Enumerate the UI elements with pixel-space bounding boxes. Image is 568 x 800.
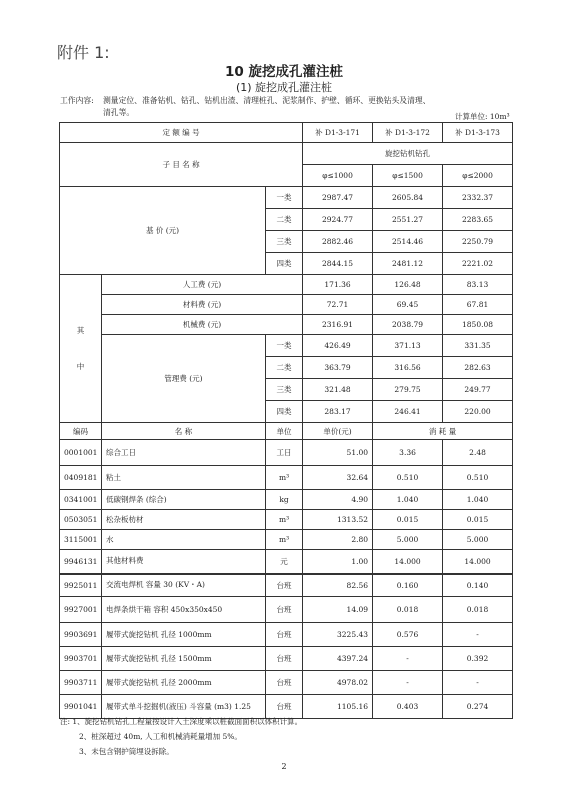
resource-row (60, 466, 513, 490)
work-content-label: 工作内容: (60, 96, 94, 105)
resource-code: 9903711 (60, 671, 102, 695)
col-unit-header: 单位 (266, 423, 303, 440)
resource-consumption: - (443, 623, 513, 647)
resource-row (60, 574, 513, 597)
resource-unit: 台班 (266, 671, 303, 695)
resource-consumption: 0.576 (373, 623, 443, 647)
resource-row (60, 671, 513, 695)
resource-price: 4397.24 (303, 647, 373, 671)
base-price-value: 2283.65 (443, 209, 513, 231)
base-price-value: 2844.15 (303, 253, 373, 275)
resource-row (60, 623, 513, 647)
category-label: 二类 (266, 357, 303, 379)
machine-value: 1850.08 (443, 315, 513, 335)
mgmt-value: 249.77 (443, 379, 513, 401)
resource-price: 3225.43 (303, 623, 373, 647)
resource-consumption: 3.36 (373, 440, 443, 466)
base-price-value: 2924.77 (303, 209, 373, 231)
resource-consumption: - (443, 671, 513, 695)
resource-consumption: 2.48 (443, 440, 513, 466)
machine-label: 机械费 (元) (102, 315, 303, 335)
base-price-label: 基 价 (元) (60, 187, 266, 275)
mgmt-value: 316.56 (373, 357, 443, 379)
category-label: 二类 (266, 209, 303, 231)
material-row (60, 295, 513, 315)
mgmt-value: 371.13 (373, 335, 443, 357)
resource-name: 综合工日 (102, 440, 266, 466)
resource-consumption: 0.392 (443, 647, 513, 671)
item-spec: φ≤2000 (443, 165, 513, 187)
base-price-value: 2987.47 (303, 187, 373, 209)
labor-value: 171.36 (303, 275, 373, 295)
resource-unit: m³ (266, 510, 303, 530)
resource-unit: 台班 (266, 647, 303, 671)
resource-code: 9903691 (60, 623, 102, 647)
quota-code: 补 D1-3-171 (303, 123, 373, 143)
resource-name: 其他材料费 (102, 550, 266, 574)
resource-row (60, 530, 513, 550)
resource-consumption: 1.040 (373, 490, 443, 510)
note-line: 2、桩深超过 40m, 人工和机械消耗量增加 5%。 (79, 732, 242, 741)
mgmt-value: 363.79 (303, 357, 373, 379)
category-label: 三类 (266, 379, 303, 401)
base-price-value: 2514.46 (373, 231, 443, 253)
material-value: 72.71 (303, 295, 373, 315)
resource-consumption: 0.018 (373, 597, 443, 623)
resource-name: 履带式旋挖钻机 孔径 2000mm (102, 671, 266, 695)
page-number: 2 (281, 762, 287, 771)
base-price-value: 2605.84 (373, 187, 443, 209)
notes (60, 714, 302, 759)
item-spec: φ≤1500 (373, 165, 443, 187)
category-label: 一类 (266, 187, 303, 209)
labor-value: 83.13 (443, 275, 513, 295)
resource-code: 9901041 (60, 695, 102, 719)
mgmt-value: 426.49 (303, 335, 373, 357)
resource-unit: kg (266, 490, 303, 510)
note-line: 3、未包含钢护筒埋设拆除。 (79, 747, 174, 756)
resource-unit: 工日 (266, 440, 303, 466)
resource-code: 9925011 (60, 574, 102, 597)
machine-row (60, 315, 513, 335)
resource-code: 9927001 (60, 597, 102, 623)
base-price-value: 2481.12 (373, 253, 443, 275)
mgmt-value: 279.75 (373, 379, 443, 401)
resource-price: 4.90 (303, 490, 373, 510)
resource-consumption: 14.000 (443, 550, 513, 574)
resource-unit: m³ (266, 530, 303, 550)
labor-row (60, 275, 513, 295)
quota-code-label: 定 额 编 号 (60, 123, 303, 143)
machine-value: 2038.79 (373, 315, 443, 335)
section-subtitle: (1) 旋挖成孔灌注桩 (235, 81, 333, 94)
resource-unit: 台班 (266, 695, 303, 719)
category-label: 四类 (266, 401, 303, 423)
mgmt-value: 282.63 (443, 357, 513, 379)
quota-code: 补 D1-3-173 (443, 123, 513, 143)
resource-price: 2.80 (303, 530, 373, 550)
among-label (60, 275, 102, 423)
category-label: 三类 (266, 231, 303, 253)
resource-code: 0341001 (60, 490, 102, 510)
resource-name: 粘土 (102, 466, 266, 490)
resource-name: 电焊条烘干箱 容积 450x350x450 (102, 597, 266, 623)
base-price-value: 2221.02 (443, 253, 513, 275)
mgmt-value: 321.48 (303, 379, 373, 401)
resource-price: 14.09 (303, 597, 373, 623)
resource-consumption: 0.510 (373, 466, 443, 490)
resource-price: 32.64 (303, 466, 373, 490)
resource-name: 履带式旋挖钻机 孔径 1000mm (102, 623, 266, 647)
category-label: 一类 (266, 335, 303, 357)
resource-name: 履带式旋挖钻机 孔径 1500mm (102, 647, 266, 671)
resource-consumption: - (373, 647, 443, 671)
resource-rows (60, 440, 513, 719)
col-consumption-header: 消 耗 量 (373, 423, 513, 440)
quota-table (59, 122, 513, 719)
item-name: 旋挖钻机钻孔 (303, 143, 513, 165)
item-name-row (60, 143, 513, 165)
quota-code: 补 D1-3-172 (373, 123, 443, 143)
resource-unit: m³ (266, 466, 303, 490)
resource-consumption: 0.015 (373, 510, 443, 530)
machine-value: 2316.91 (303, 315, 373, 335)
resource-consumption: 0.018 (443, 597, 513, 623)
resource-consumption: 0.015 (443, 510, 513, 530)
resource-row (60, 550, 513, 574)
among-char-2: 中 (76, 361, 85, 371)
mgmt-value: 283.17 (303, 401, 373, 423)
resource-row (60, 597, 513, 623)
resource-price: 51.00 (303, 440, 373, 466)
resource-price: 82.56 (303, 574, 373, 597)
note-line: 注: 1、旋挖钻机钻孔工程量按设计入土深度乘以桩截面面积以体积计算。 (60, 717, 303, 726)
col-name-header: 名 称 (102, 423, 266, 440)
resource-code: 0503051 (60, 510, 102, 530)
base-price-value: 2332.37 (443, 187, 513, 209)
resource-unit: 台班 (266, 597, 303, 623)
quota-code-row (60, 123, 513, 143)
resource-consumption: 0.403 (373, 695, 443, 719)
annex-label: 附件 1: (57, 43, 110, 62)
resource-name: 水 (102, 530, 266, 550)
calc-unit: 计算单位: 10m³ (455, 112, 510, 121)
resource-consumption: 5.000 (373, 530, 443, 550)
material-value: 69.45 (373, 295, 443, 315)
base-price-value: 2250.79 (443, 231, 513, 253)
mgmt-value: 246.41 (373, 401, 443, 423)
resource-consumption: - (373, 671, 443, 695)
resource-consumption: 0.160 (373, 574, 443, 597)
mgmt-row (60, 335, 513, 357)
resource-price: 1.00 (303, 550, 373, 574)
resource-row (60, 440, 513, 466)
mgmt-value: 220.00 (443, 401, 513, 423)
item-spec: φ≤1000 (303, 165, 373, 187)
resource-unit: 元 (266, 550, 303, 574)
item-name-label: 子 目 名 称 (60, 143, 303, 187)
section-title: 10 旋挖成孔灌注桩 (225, 64, 343, 80)
resource-code: 0409181 (60, 466, 102, 490)
resource-code: 0001001 (60, 440, 102, 466)
resource-consumption: 0.140 (443, 574, 513, 597)
resource-unit: 台班 (266, 574, 303, 597)
resource-code: 9903701 (60, 647, 102, 671)
resource-unit: 台班 (266, 623, 303, 647)
resource-name: 松杂板枋材 (102, 510, 266, 530)
resource-consumption: 1.040 (443, 490, 513, 510)
material-label: 材料费 (元) (102, 295, 303, 315)
category-label: 四类 (266, 253, 303, 275)
resource-row (60, 647, 513, 671)
resource-row (60, 490, 513, 510)
among-char-1: 其 (76, 325, 85, 335)
resource-row (60, 510, 513, 530)
resource-code: 3115001 (60, 530, 102, 550)
resource-code: 9946131 (60, 550, 102, 574)
resource-consumption: 0.274 (443, 695, 513, 719)
mgmt-value: 331.35 (443, 335, 513, 357)
resource-consumption: 14.000 (373, 550, 443, 574)
resource-name: 交流电焊机 容量 30 (KV・A) (102, 574, 266, 597)
base-price-value: 2551.27 (373, 209, 443, 231)
resource-consumption: 0.510 (443, 466, 513, 490)
resource-consumption: 5.000 (443, 530, 513, 550)
base-price-row (60, 187, 513, 209)
labor-value: 126.48 (373, 275, 443, 295)
col-price-header: 单价(元) (303, 423, 373, 440)
mgmt-label: 管理费 (元) (102, 335, 266, 423)
resource-price: 4978.02 (303, 671, 373, 695)
resource-name: 履带式单斗挖掘机(液压) 斗容量 (m3) 1.25 (102, 695, 266, 719)
col-code-header: 编码 (60, 423, 102, 440)
resource-price: 1313.52 (303, 510, 373, 530)
base-price-value: 2882.46 (303, 231, 373, 253)
material-value: 67.81 (443, 295, 513, 315)
labor-label: 人工费 (元) (102, 275, 303, 295)
work-content-text: 测量定位、准备钻机、钻孔、钻机出渣、清理桩孔、泥浆制作、护壁、循环、更换钻头及清理、清孔等。 (103, 96, 431, 117)
resource-name: 低碳钢焊条 (综合) (102, 490, 266, 510)
resource-price: 1105.16 (303, 695, 373, 719)
resource-header-row (60, 423, 513, 440)
